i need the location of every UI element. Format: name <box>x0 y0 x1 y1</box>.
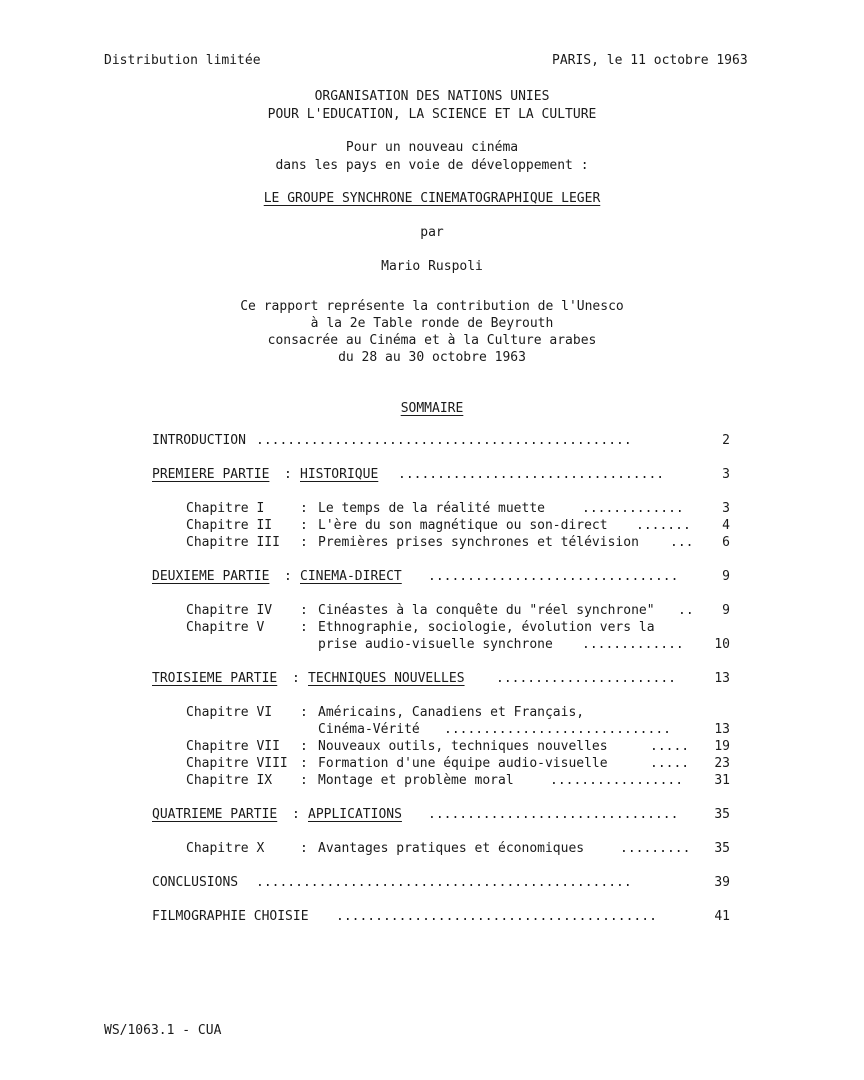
toc-label: FILMOGRAPHIE CHOISIE <box>152 909 309 924</box>
intro-line-2: dans les pays en voie de développement : <box>275 158 589 173</box>
leader-dots: .................................. <box>398 467 665 482</box>
toc-part-label: TROISIEME PARTIE <box>152 671 278 686</box>
note-line-1: Ce rapport représente la contribution de l'Unesco <box>240 299 624 314</box>
colon: : <box>284 467 292 482</box>
leader-dots: ................. <box>550 773 684 788</box>
toc-introduction <box>0 432 864 449</box>
colon: : <box>300 841 308 856</box>
leader-dots: ..... <box>650 739 690 754</box>
leader-dots: ................................ <box>428 569 679 584</box>
toc-chapter-6 <box>0 704 864 721</box>
org-line-1: ORGANISATION DES NATIONS UNIES <box>314 89 550 104</box>
colon: : <box>292 671 300 686</box>
colon: : <box>300 739 308 754</box>
colon: : <box>300 773 308 788</box>
chapter-title: Premières prises synchrones et télévision <box>318 535 639 550</box>
toc-part-label: PREMIERE PARTIE <box>152 467 270 482</box>
chapter-title: Nouveaux outils, techniques nouvelles <box>318 739 608 754</box>
toc-part-label: QUATRIEME PARTIE <box>152 807 278 822</box>
leader-dots: ......... <box>620 841 691 856</box>
toc-part-3 <box>0 670 864 687</box>
chapter-number: Chapitre IX <box>186 773 273 788</box>
toc-page-number: 2 <box>722 433 730 448</box>
colon: : <box>300 620 308 635</box>
chapter-title: Américains, Canadiens et Français, <box>318 705 585 720</box>
author-name: Mario Ruspoli <box>381 259 483 274</box>
toc-page-number: 13 <box>714 671 730 686</box>
document-code: WS/1063.1 - CUA <box>104 1023 222 1038</box>
colon: : <box>300 756 308 771</box>
chapter-number: Chapitre III <box>186 535 280 550</box>
toc-page-number: 35 <box>714 841 730 856</box>
leader-dots: ............................. <box>444 722 671 737</box>
toc-chapter-3 <box>0 534 864 551</box>
toc-chapter-5-cont <box>0 636 864 653</box>
toc-chapter-9 <box>0 772 864 789</box>
toc-page-number: 6 <box>722 535 730 550</box>
chapter-title: Montage et problème moral <box>318 773 514 788</box>
distribution-label: Distribution limitée <box>104 53 261 68</box>
toc-filmographie <box>0 908 864 925</box>
toc-label: INTRODUCTION <box>152 433 246 448</box>
chapter-number: Chapitre VII <box>186 739 280 754</box>
toc-chapter-6-cont <box>0 721 864 738</box>
org-line-2: POUR L'EDUCATION, LA SCIENCE ET LA CULTURE <box>267 107 597 122</box>
leader-dots: ....... <box>636 518 691 533</box>
colon: : <box>284 569 292 584</box>
toc-page-number: 31 <box>714 773 730 788</box>
toc-page-number: 4 <box>722 518 730 533</box>
leader-dots: ..... <box>650 756 690 771</box>
chapter-number: Chapitre X <box>186 841 265 856</box>
toc-page-number: 19 <box>714 739 730 754</box>
note-line-2: à la 2e Table ronde de Beyrouth <box>310 316 554 331</box>
colon: : <box>292 807 300 822</box>
colon: : <box>300 603 308 618</box>
toc-page-number: 39 <box>714 875 730 890</box>
toc-page-number: 10 <box>714 637 730 652</box>
chapter-number: Chapitre II <box>186 518 273 533</box>
chapter-number: Chapitre I <box>186 501 265 516</box>
chapter-title-continued: Cinéma-Vérité <box>318 722 420 737</box>
toc-page-number: 23 <box>714 756 730 771</box>
chapter-number: Chapitre V <box>186 620 265 635</box>
toc-page-number: 9 <box>722 569 730 584</box>
toc-chapter-10 <box>0 840 864 857</box>
chapter-title: L'ère du son magnétique ou son-direct <box>318 518 608 533</box>
leader-dots: .. <box>678 603 694 618</box>
toc-chapter-1 <box>0 500 864 517</box>
chapter-title: Avantages pratiques et économiques <box>318 841 585 856</box>
colon: : <box>300 518 308 533</box>
chapter-title: Le temps de la réalité muette <box>318 501 545 516</box>
toc-chapter-4 <box>0 602 864 619</box>
note-line-4: du 28 au 30 octobre 1963 <box>338 350 526 365</box>
toc-part-title: CINEMA-DIRECT <box>300 569 402 584</box>
chapter-title: Ethnographie, sociologie, évolution vers la <box>318 620 655 635</box>
chapter-title: Formation d'une équipe audio-visuelle <box>318 756 608 771</box>
leader-dots: ............. <box>582 501 684 516</box>
toc-label: CONCLUSIONS <box>152 875 239 890</box>
leader-dots: ................................................ <box>256 433 632 448</box>
chapter-number: Chapitre VIII <box>186 756 288 771</box>
colon: : <box>300 705 308 720</box>
toc-part-2 <box>0 568 864 585</box>
toc-part-title: TECHNIQUES NOUVELLES <box>308 671 465 686</box>
sommaire-heading: SOMMAIRE <box>400 401 464 416</box>
note-line-3: consacrée au Cinéma et à la Culture arabes <box>267 333 597 348</box>
leader-dots: ............. <box>582 637 684 652</box>
by-label: par <box>420 225 444 240</box>
leader-dots: ....................... <box>496 671 677 686</box>
toc-page-number: 3 <box>722 467 730 482</box>
toc-chapter-5 <box>0 619 864 636</box>
leader-dots: ... <box>670 535 694 550</box>
toc-page-number: 41 <box>714 909 730 924</box>
colon: : <box>300 535 308 550</box>
toc-chapter-8 <box>0 755 864 772</box>
toc-page-number: 3 <box>722 501 730 516</box>
colon: : <box>300 501 308 516</box>
toc-chapter-7 <box>0 738 864 755</box>
toc-part-title: APPLICATIONS <box>308 807 402 822</box>
leader-dots: ................................ <box>428 807 679 822</box>
toc-part-label: DEUXIEME PARTIE <box>152 569 270 584</box>
date-line: PARIS, le 11 octobre 1963 <box>552 53 748 68</box>
chapter-number: Chapitre VI <box>186 705 273 720</box>
toc-part-4 <box>0 806 864 823</box>
intro-line-1: Pour un nouveau cinéma <box>345 140 519 155</box>
toc-conclusions <box>0 874 864 891</box>
toc-page-number: 35 <box>714 807 730 822</box>
leader-dots: ......................................... <box>336 909 657 924</box>
toc-page-number: 9 <box>722 603 730 618</box>
toc-part-title: HISTORIQUE <box>300 467 379 482</box>
chapter-title: Cinéastes à la conquête du "réel synchrone" <box>318 603 655 618</box>
document-title: LE GROUPE SYNCHRONE CINEMATOGRAPHIQUE LEGER <box>263 191 601 206</box>
toc-part-1 <box>0 466 864 483</box>
leader-dots: ................................................ <box>256 875 632 890</box>
toc-chapter-2 <box>0 517 864 534</box>
chapter-number: Chapitre IV <box>186 603 273 618</box>
chapter-title-continued: prise audio-visuelle synchrone <box>318 637 553 652</box>
toc-page-number: 13 <box>714 722 730 737</box>
